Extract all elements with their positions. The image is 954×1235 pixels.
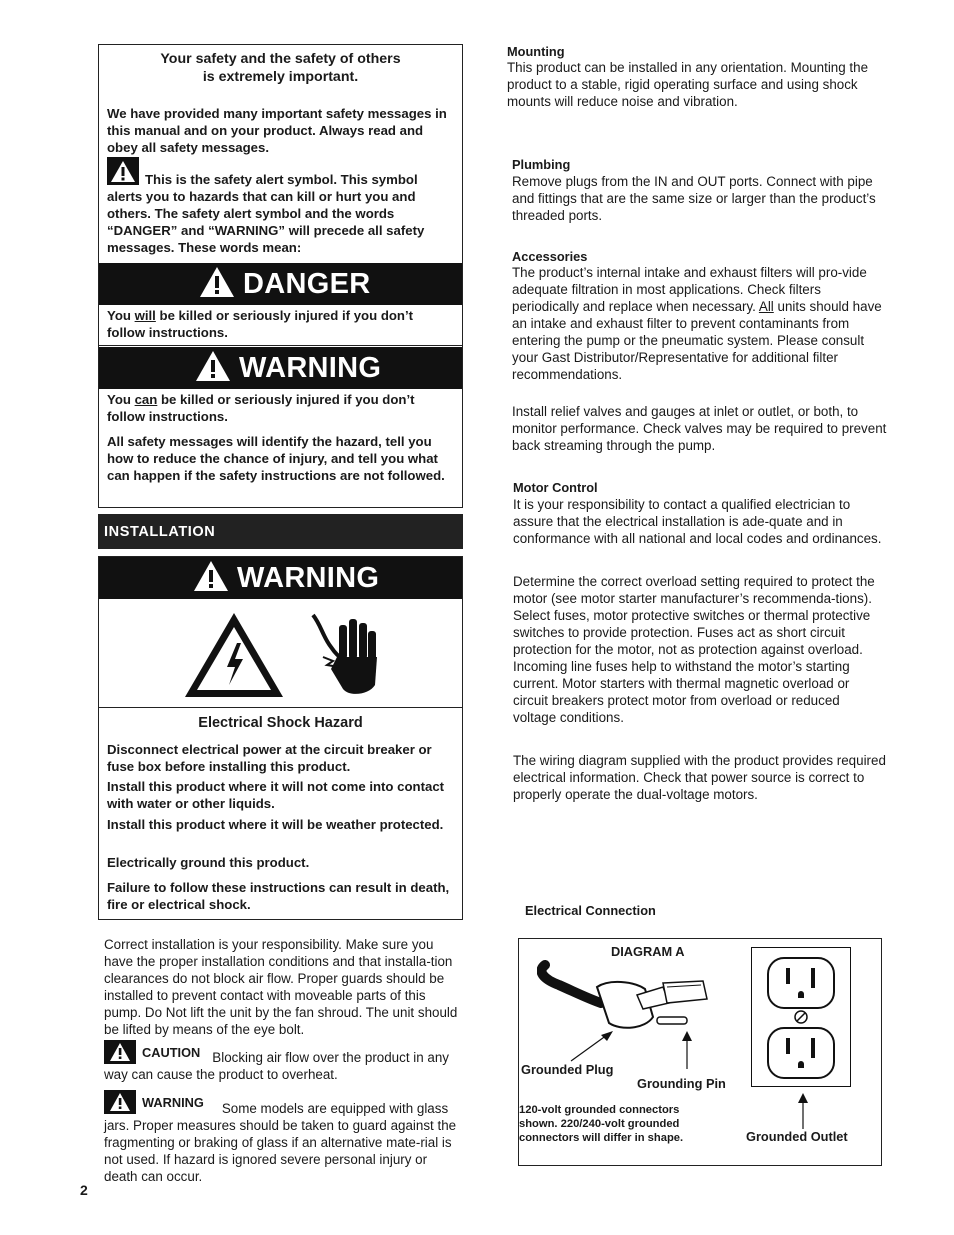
caution-word: CAUTION — [142, 1044, 201, 1060]
safety-alert-icon — [107, 157, 139, 185]
grounding-pin-arrow — [679, 1031, 695, 1076]
shock-warning-box — [98, 556, 463, 920]
caution-text: Blocking air flow over the product in any way can cause the product to overheat. — [104, 1050, 449, 1082]
plumbing-text: Remove plugs from the IN and OUT ports. Connect with pipe and fittings that are the same size or larger than the product’s threaded ports. — [512, 174, 876, 223]
shock-divider — [99, 707, 462, 708]
grounding-pin-label: Grounding Pin — [637, 1076, 726, 1091]
safety-symbol-text: This is the safety alert symbol. This symbol alerts you to hazards that can kill or hurt you and others. The safety alert symbol and the words “DANGER” and “WARNING” will precede all safety messages. These words mean: — [107, 172, 425, 255]
warning-paragraph — [104, 1090, 464, 1185]
hazard-item-weather: Install this product where it will be weather protected. — [107, 817, 444, 832]
danger-text-pre: You — [107, 308, 135, 323]
safety-symbol-paragraph — [107, 157, 454, 256]
safety-intro: We have provided many important safety messages in this manual and on your product. Always read and obey all safety messages. — [107, 106, 447, 155]
danger-alert-icon — [199, 266, 235, 303]
hazard-title: Electrical Shock Hazard — [198, 715, 363, 731]
warning-word: WARNING — [239, 351, 382, 384]
hazard-item-failure: Failure to follow these instructions can result in death, fire or electrical shock. — [107, 880, 450, 912]
correct-installation-text: Correct installation is your responsibility. Make sure you have the proper installation conditions and that installa-tion clearances do not block air flow. Proper guards should be installed to prevent contact with moveable parts of this pump. Do Not lift the unit by the fan shroud. The unit should be lifted by means of the eye bolt. — [104, 937, 458, 1037]
grounded-plug-label: Grounded Plug — [521, 1062, 614, 1077]
danger-text-em: will — [134, 308, 156, 323]
shock-warning-word: WARNING — [237, 561, 380, 594]
warning-small-text: Some models are equipped with glass jars. Proper measures should be taken to guard against the fragmenting or braking of glass if an alternative mate-rial is not used. If hazard is ignored severe personal injury or death can occur. — [104, 1101, 457, 1184]
electrical-connection-title: Electrical Connection — [525, 903, 656, 918]
electric-hazard-triangle-icon — [183, 611, 285, 704]
shock-warning-banner — [99, 557, 462, 599]
warning-text-post: be killed or seriously injured if you don’t follow instructions. — [107, 392, 415, 424]
safety-title — [99, 50, 462, 86]
installation-header — [98, 514, 463, 549]
shock-warning-alert-icon — [193, 560, 229, 597]
shocked-hand-icon — [309, 611, 381, 706]
warning-small-alert-icon — [104, 1090, 136, 1114]
page-number: 2 — [80, 1182, 88, 1198]
accessories-text-post: units should have an intake and exhaust filter to prevent contaminants from entering the pump or the pneumatic system. Please consult your Gast Distributor/Representative for additional filter recommendations. — [512, 299, 882, 382]
warning-alert-icon — [195, 350, 231, 387]
diagram-title: DIAGRAM A — [611, 944, 685, 959]
safety-title-line2: is extremely important. — [202, 69, 359, 85]
connector-note: 120-volt grounded connectors shown. 220/240-volt grounded connectors will differ in shape. — [519, 1104, 684, 1144]
safety-title-line1: Your safety and the safety of others — [160, 51, 401, 67]
danger-banner — [99, 263, 462, 305]
all-messages-text: All safety messages will identify the hazard, tell you how to reduce the chance of injury, and tell you what can happen if the safety instructions are not followed. — [107, 434, 445, 483]
danger-word: DANGER — [243, 267, 371, 300]
safety-box — [98, 44, 463, 508]
grounded-outlet-label: Grounded Outlet — [746, 1129, 848, 1144]
plumbing-title: Plumbing — [512, 157, 571, 172]
hazard-item-water: Install this product where it will not come into contact with water or other liquids. — [107, 779, 445, 811]
installation-header-label: INSTALLATION — [104, 523, 216, 540]
relief-valves-text: Install relief valves and gauges at inlet or outlet, or both, to monitor performance. Check valves may be required to prevent back streaming through the pump. — [512, 404, 887, 453]
warning-banner — [99, 347, 462, 389]
mounting-title: Mounting — [507, 44, 565, 59]
motor-control-text-3: The wiring diagram supplied with the product provides required electrical information. Check that power source is correct to properly operate the dual-voltage motors. — [513, 753, 886, 802]
hazard-item-ground: Electrically ground this product. — [107, 855, 310, 870]
warning-text — [107, 391, 454, 425]
motor-control-title: Motor Control — [513, 480, 598, 495]
hazard-item-disconnect: Disconnect electrical power at the circuit breaker or fuse box before installing this product. — [107, 742, 432, 774]
warning-small-word: WARNING — [142, 1094, 204, 1110]
danger-text-post: be killed or seriously injured if you don’t follow instructions. — [107, 308, 414, 340]
danger-divider — [99, 345, 462, 346]
grounded-outlet-icon — [751, 947, 851, 1087]
danger-text — [107, 307, 454, 341]
accessories-text — [512, 264, 882, 383]
warning-label — [104, 1090, 204, 1114]
warning-text-pre: You — [107, 392, 135, 407]
caution-paragraph — [104, 1040, 460, 1083]
motor-control-text-1: It is your responsibility to contact a qualified electrician to assure that the electrical installation is ade-quate and in conformance with all national and local codes and ordinances. — [513, 497, 882, 546]
motor-control-text-2: Determine the correct overload setting required to protect the motor (see motor starter manufacturer’s recommenda-tions). Select fuses, motor protective switches or thermal protective switches to provide protection. Fuses act as short circuit protection for the motor, not as protection against overload. Incoming line fuses help to withstand the motor’s starting current. Motor starters with thermal magnetic overload or circuit breakers protect motor from overload or reduced voltage conditions. — [513, 574, 875, 725]
warning-text-em: can — [134, 392, 158, 407]
accessories-text-em: All — [758, 299, 774, 314]
accessories-title: Accessories — [512, 249, 588, 264]
mounting-text: This product can be installed in any orientation. Mounting the product to a stable, rigid operating surface and using shock mounts will reduce noise and vibration. — [507, 60, 869, 109]
accessories-text-pre: The product’s internal intake and exhaust filters will pro-vide adequate filtration in most applications. Check filters periodically and replace when necessary. — [512, 265, 867, 314]
diagram-a — [518, 938, 882, 1166]
caution-label — [104, 1040, 200, 1064]
caution-alert-icon — [104, 1040, 136, 1064]
